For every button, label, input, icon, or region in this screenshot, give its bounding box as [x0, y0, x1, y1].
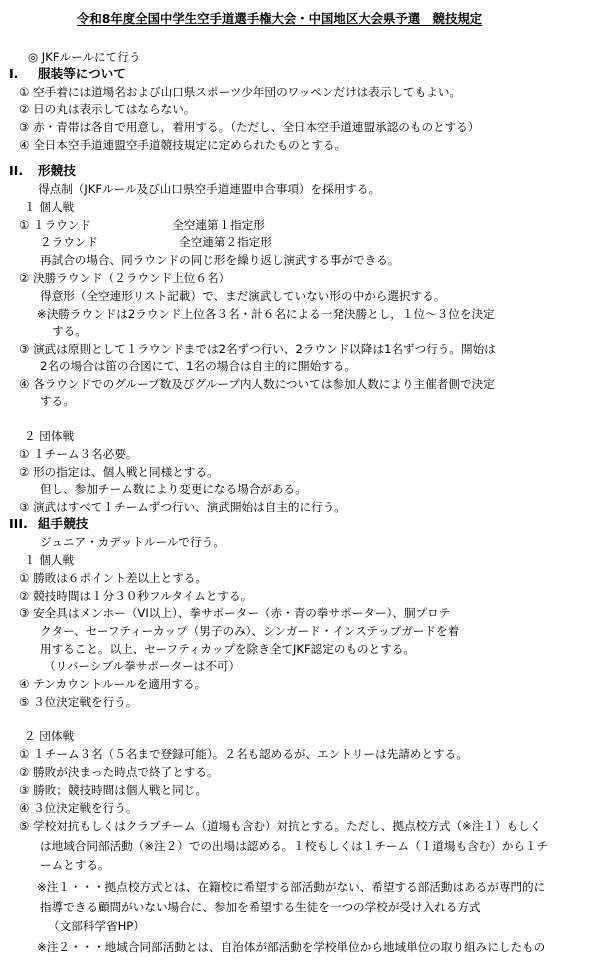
- page-title: 令和8年度全国中学生空手道選手権大会・中国地区大会県予選 競技規定: [77, 11, 483, 26]
- kata-line: ① １ラウンド 全空連第１指定形: [19, 218, 265, 232]
- section-3-team-label: ２ 団体戦: [24, 729, 75, 743]
- section-2-team-label: ２ 団体戦: [24, 429, 75, 443]
- kumite-line: ② 競技時間は１分３０秒フルタイムとする。: [19, 589, 253, 603]
- kumite-line: ① 勝敗は６ポイント差以上とする。: [19, 571, 207, 585]
- rules-intro: ◎ JKFルールにて行う: [28, 50, 141, 64]
- kumite-line: （リバーシブル拳サポーターは不可）: [44, 659, 241, 673]
- section-1-item: ③ 赤・青帯は各自で用意し，着用する。（ただし、全日本空手道連盟承認のものとする）: [19, 120, 480, 134]
- kata-line: する。: [40, 394, 75, 408]
- kumite-team-line: ⑤ 学校対抗もしくはクラブチーム（道場も含む）対抗とする。ただし、拠点校方式（※注１）もしく: [19, 819, 542, 833]
- section-1-item: ④ 全日本空手道連盟空手道競技規定に定められたものとする。: [19, 138, 347, 152]
- kumite-line: クター、セーフティーカップ（男子のみ）、シンガード・インステップガードを着: [40, 624, 460, 638]
- kumite-team-line: ③ 勝敗；競技時間は個人戦と同じ。: [19, 783, 207, 797]
- kumite-line: ③ 安全具はメンホー（VI以上）、拳サポーター（赤・青の拳サポーター）、胴プロテ: [19, 606, 451, 620]
- kumite-note: （文部科学省HP）: [48, 919, 145, 933]
- kumite-team-line: は地域合同部活動（※注２）での出場は認める。１校もしくは１チーム（１道場も含む）から１チ: [40, 839, 549, 853]
- kata-line: 再試合の場合、同ラウンドの同じ形を繰り返し演武する事ができる。: [40, 253, 400, 267]
- section-2-heading: 形競技: [38, 163, 76, 178]
- section-1-number: I.: [9, 66, 19, 81]
- section-2-number: II.: [9, 163, 24, 178]
- kumite-note: ※注２・・・地域合同部活動とは、自治体が部活動を学校単位から地域単位の取り組みにしたもの: [37, 940, 546, 954]
- kumite-team-line: ④ ３位決定戦を行う。: [19, 801, 138, 815]
- section-1-item: ② 日の丸は表示してはならない。: [19, 102, 196, 116]
- kumite-team-line: ② 勝敗が決まった時点で終了とする。: [19, 765, 219, 779]
- kata-line: ※決勝ラウンドは2ラウンド上位各３名・計６名による一発決勝とし，１位〜３位を決定: [37, 307, 495, 321]
- section-3-number: III.: [9, 516, 28, 531]
- kumite-team-line: ームとする。: [40, 858, 110, 872]
- kata-team-line: ① １チーム３名必要。: [19, 447, 138, 461]
- section-1-heading: 服装等について: [38, 66, 126, 81]
- kata-team-line: ② 形の指定は、個人戦と同様とする。: [19, 465, 219, 479]
- section-3-individual-label: １ 個人戦: [24, 553, 75, 567]
- section-3-intro: ジュニア・カデットルールで行う。: [40, 535, 225, 549]
- kumite-note: 指導できる顧問がいない場合に、参加を希望する生徒を一つの学校が受け入れる方式: [40, 900, 481, 914]
- kumite-team-line: ① １チーム３名（５名まで登録可能）。２名も認めるが、エントリーは先請めとする。: [19, 747, 468, 761]
- section-3-heading: 組手競技: [38, 516, 89, 531]
- kata-team-line: 但し、参加チーム数により変更になる場合がある。: [40, 482, 307, 496]
- kata-line: する。: [52, 324, 87, 338]
- section-2-individual-label: １ 個人戦: [24, 200, 75, 214]
- kata-line: ③ 演武は原則として１ラウンドまでは2名ずつ行い、2ラウンド以降は1名ずつ行う。開始は: [19, 342, 496, 356]
- section-1-item: ① 空手着には道場名および山口県スポーツ少年団のワッペンだけは表示してもよい。: [19, 85, 462, 99]
- kumite-note: ※注１・・・拠点校方式とは、在籍校に希望する部活動がない、希望する部活動はあるが専門的に: [37, 880, 546, 894]
- kata-line: ② 決勝ラウンド（２ラウンド上位６名）: [19, 271, 231, 285]
- kata-line: 2名の場合は笛の合図にて、1名の場合は自主的に開始する。: [40, 359, 356, 373]
- kata-line: ２ラウンド 全空連第２指定形: [40, 235, 272, 249]
- section-2-intro: 得点制（JKFルール及び山口県空手道連盟申合事項）を採用する。: [38, 182, 381, 196]
- kumite-line: ⑤ ３位決定戦を行う。: [19, 695, 138, 709]
- kumite-line: 用すること。以上、セーフティカップを除き全てJKF認定のものとする。: [40, 642, 416, 656]
- kumite-line: ④ テンカウントルールを適用する。: [19, 677, 207, 691]
- kata-line: ④ 各ラウンドでのグループ数及びグループ内人数については参加人数により主催者側で決定: [19, 377, 495, 391]
- kata-line: 得意形（全空連形リスト記載）で、まだ演武していない形の中から選択する。: [40, 289, 446, 303]
- kata-team-line: ③ 演武はすべて１チームずつ行い、演武開始は自主的に行う。: [19, 500, 346, 514]
